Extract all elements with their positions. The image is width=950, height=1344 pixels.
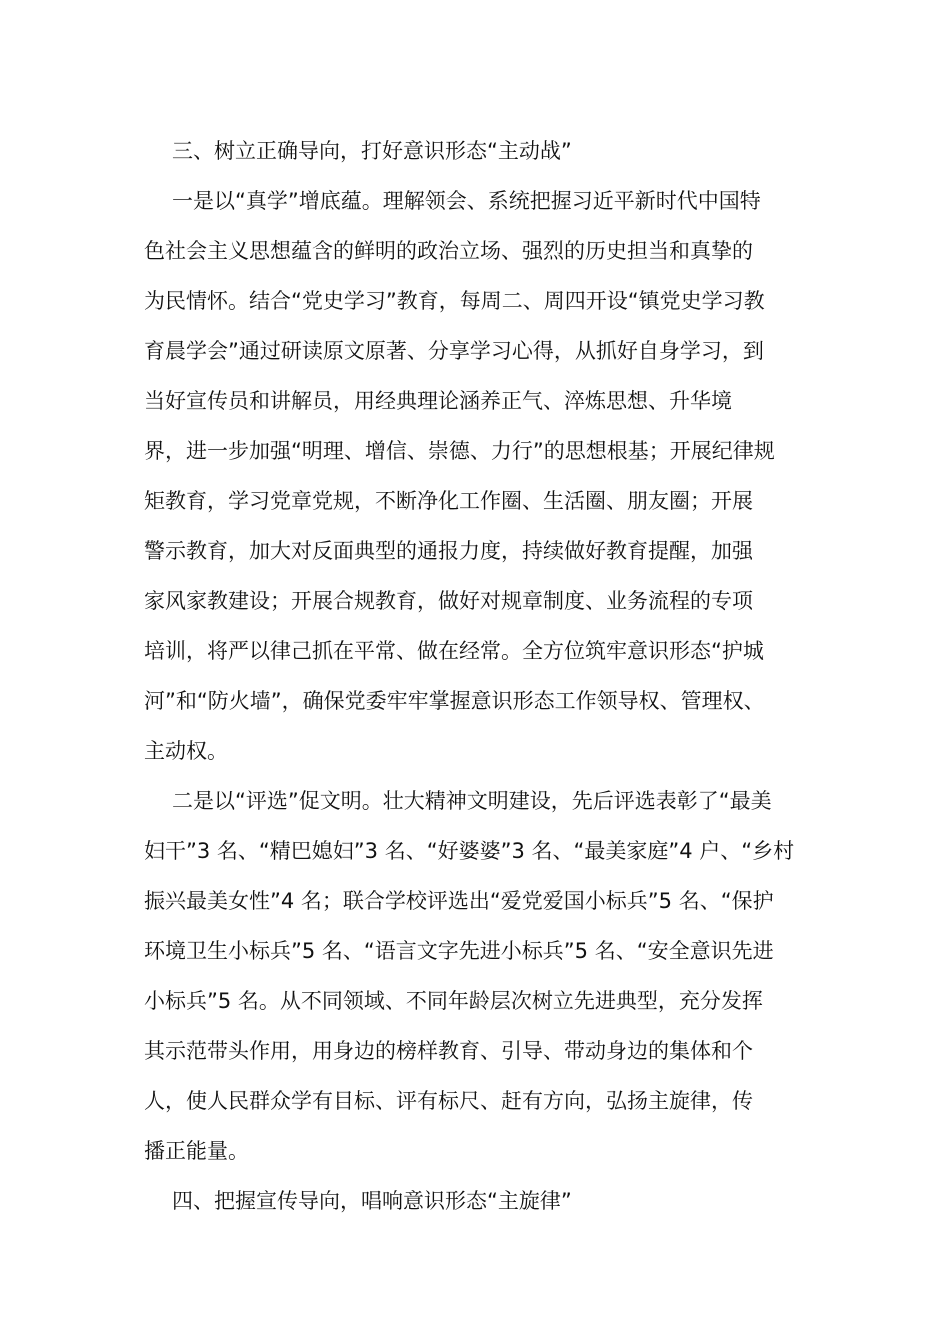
paragraph-line: 妇干”3 名、“精巴媳妇”3 名、“好婆婆”3 名、“最美家庭”4 户、“乡村: [144, 839, 795, 863]
paragraph-line: 育晨学会”通过研读原文原著、分享学习心得，从抓好自身学习，到: [144, 339, 764, 363]
paragraph-line: 主动权。: [144, 739, 228, 763]
paragraph-line: 二是以“评选”促文明。壮大精神文明建设，先后评选表彰了“最美: [172, 789, 772, 813]
paragraph-line: 当好宣传员和讲解员，用经典理论涵养正气、淬炼思想、升华境: [144, 389, 732, 413]
paragraph-line: 培训，将严以律己抓在平常、做在经常。全方位筑牢意识形态“护城: [144, 639, 764, 663]
section-heading-four: 四、把握宣传导向，唱响意识形态“主旋律”: [172, 1189, 572, 1213]
paragraph-line: 河”和“防火墙”，确保党委牢牢掌握意识形态工作领导权、管理权、: [144, 689, 765, 713]
paragraph-line: 播正能量。: [144, 1139, 249, 1163]
paragraph-line: 一是以“真学”增底蕴。理解领会、系统把握习近平新时代中国特: [172, 189, 761, 213]
paragraph-line: 人，使人民群众学有目标、评有标尺、赶有方向，弘扬主旋律，传: [144, 1089, 753, 1113]
paragraph-line: 家风家教建设；开展合规教育，做好对规章制度、业务流程的专项: [144, 589, 753, 613]
paragraph-line: 界，进一步加强“明理、增信、崇德、力行”的思想根基；开展纪律规: [144, 439, 775, 463]
paragraph-line: 为民情怀。结合“党史学习”教育，每周二、周四开设“镇党史学习教: [144, 289, 765, 313]
paragraph-line: 警示教育，加大对反面典型的通报力度，持续做好教育提醒，加强: [144, 539, 753, 563]
paragraph-line: 色社会主义思想蕴含的鲜明的政治立场、强烈的历史担当和真挚的: [144, 239, 753, 263]
paragraph-line: 其示范带头作用，用身边的榜样教育、引导、带动身边的集体和个: [144, 1039, 753, 1063]
paragraph-line: 小标兵”5 名。从不同领域、不同年龄层次树立先进典型，充分发挥: [144, 989, 763, 1013]
section-heading-three: 三、树立正确导向，打好意识形态“主动战”: [172, 139, 572, 163]
paragraph-line: 环境卫生小标兵”5 名、“语言文字先进小标兵”5 名、“安全意识先进: [144, 939, 774, 963]
paragraph-line: 矩教育，学习党章党规，不断净化工作圈、生活圈、朋友圈；开展: [144, 489, 753, 513]
paragraph-line: 振兴最美女性”4 名；联合学校评选出“爱党爱国小标兵”5 名、“保护: [144, 889, 774, 913]
